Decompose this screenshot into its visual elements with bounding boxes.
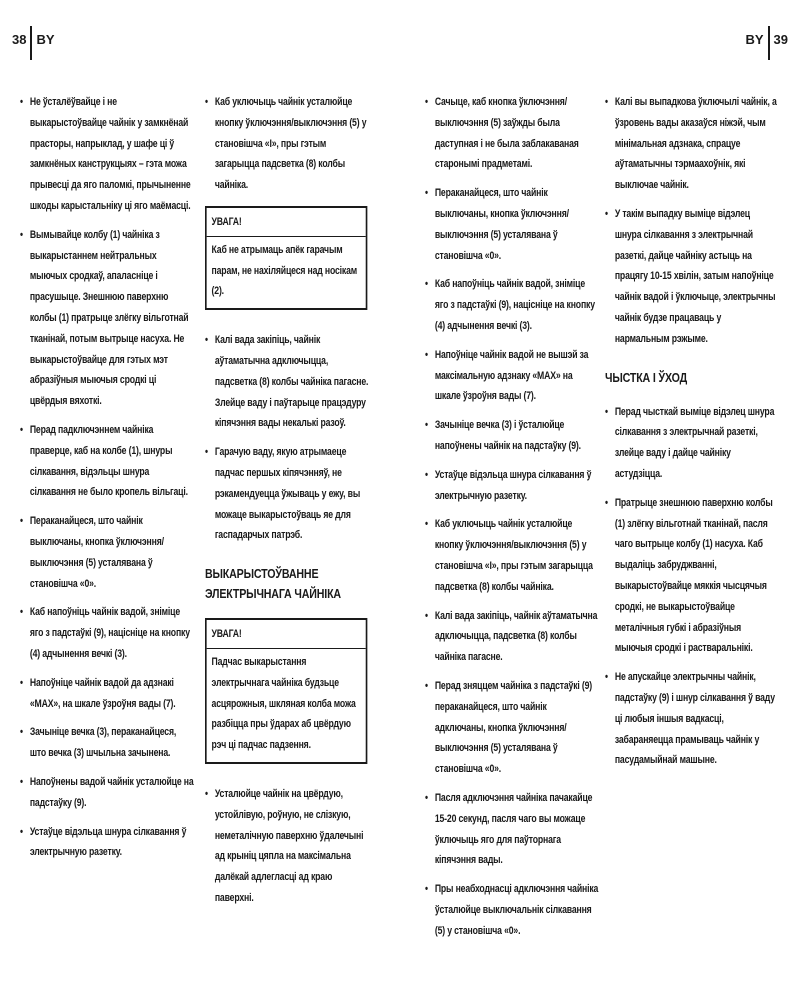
right-header-divider: [768, 26, 770, 60]
left-header-divider: [30, 26, 32, 60]
right-page-column-2: [605, 92, 777, 779]
list-item: • Зачыніце вечка (3) і ўсталюйце напоўнены чайнік на падстаўку (9).: [425, 415, 599, 457]
list-item: • Пераканайцеся, што чайнік выключаны, кнопка ўключэння/выключэння (5) усталявана ў становішча «0».: [425, 183, 599, 266]
bullet-list: [425, 92, 599, 941]
left-language-code: BY: [36, 32, 55, 47]
bullet-list: [605, 402, 777, 772]
list-item: • Калі вы выпадкова ўключылі чайнік, а ўзровень вады аказаўся ніжэй, чым мінімальная адзнака, спрацуе аўтаматычны тэрмаахоўнік, які выключае чайнік.: [605, 92, 777, 196]
warning-title: УВАГА!: [207, 620, 366, 649]
list-item: • Каб напоўніць чайнік вадой, зніміце яго з падстаўкі (9), націсніце на кнопку (4) адчынення вечкі (3).: [425, 274, 599, 336]
list-item: • Пасля адключэння чайніка пачакайце 15-20 секунд, пасля чаго вы можаце ўключыць яго для паўторнага кіпячэння вады.: [425, 788, 599, 871]
list-item: • Пры неабходнасці адключэння чайніка ўсталюйце выключальнік сілкавання (5) у становішча «0».: [425, 879, 599, 941]
left-page-column-1: [20, 92, 194, 871]
list-item: • Устаўце відэльца шнура сілкавання ў электрычную разетку.: [425, 465, 599, 507]
right-page-number-block: [745, 32, 788, 66]
list-item: • Усталюйце чайнік на цвёрдую, устойлівую, роўную, не слізкую, неметалічную паверхню ўдалечыні ад крыніц цяпла на максімальна далёкай адлегласці ад краю паверхні.: [205, 784, 372, 909]
section-heading-cleaning: ЧЫСТКА І ЎХОД: [605, 369, 688, 385]
list-item: • Устаўце відэльца шнура сілкавання ў электрычную разетку.: [20, 822, 194, 864]
list-item: • Напоўніце чайнік вадой да адзнакі «MAX», на шкале ўзроўня вады (7).: [20, 673, 194, 715]
list-item: • Сачыце, каб кнопка ўключэння/выключэння (5) заўжды была даступная і не была заблакаваная старонымі прадметамі.: [425, 92, 599, 175]
list-item: • Гарачую ваду, якую атрымаеце падчас першых кіпячэнняў, не рэкамендуецца ўжываць у ежу, вы можаце выкарыстоўваць яе для гаспадарчых патрэб.: [205, 442, 372, 546]
list-item: • Напоўнены вадой чайнік усталюйце на падстаўку (9).: [20, 772, 194, 814]
list-item: • Напоўніце чайнік вадой не вышэй за максімальную адзнаку «MAX» на шкале ўзроўня вады (7).: [425, 345, 599, 407]
list-item: • Зачыніце вечка (3), пераканайцеся, што вечка (3) шчыльна зачынена.: [20, 722, 194, 764]
bullet-list: [205, 92, 372, 196]
left-page-number: 38: [12, 32, 27, 47]
list-item: • Перад чысткай выміце відэлец шнура сілкавання з электрычнай разеткі, злейце ваду і дайце чайніку астудзіцца.: [605, 402, 777, 485]
right-page-column-1: [425, 92, 599, 949]
list-item: • У такім выпадку выміце відэлец шнура сілкавання з электрычнай разеткі, дайце чайніку астыць на працягу 10-15 хвілін, затым напоўніце чайнік вадой і ўключыце, электрычны чайнік будзе працаваць у нармальным рэжыме.: [605, 204, 777, 350]
bullet-list: [205, 784, 372, 909]
list-item: • Пераканайцеся, што чайнік выключаны, кнопка ўключэння/выключэння (5) усталявана ў становішча «0».: [20, 511, 194, 594]
warning-box: [205, 206, 367, 310]
list-item: • Каб уключыць чайнік усталюйце кнопку ўключэння/выключэння (5) у становішча «I», пры гэтым загарыцца падсветка (8) колбы чайніка.: [425, 514, 599, 597]
list-item: • Не апускайце электрычны чайнік, падстаўку (9) і шнур сілкавання ў ваду ці любыя іншыя вадкасці, забараняецца прамываць чайнік у пасудамыйнай машыне.: [605, 667, 777, 771]
warning-box: [205, 618, 367, 764]
warning-title: УВАГА!: [207, 208, 366, 237]
list-item: • Каб напоўніць чайнік вадой, зніміце яго з падстаўкі (9), націсніце на кнопку (4) адчынення вечкі (3).: [20, 602, 194, 664]
warning-text: Падчас выкарыстання электрычнага чайніка будзьце асцярожныя, шкляная колба можа разбіцца пры ўдарах аб цвёрдую рэч ці падчас падзення.: [211, 655, 356, 752]
list-item: • Не ўсталёўвайце і не выкарыстоўвайце чайнік у замкнёнай прасторы, напрыклад, у шафе ці ў замкнёных канструкцыях – гэта можа прывесці да яго паломкі, прычыненне шкоды карыстальніку ці яго маёмасці.: [20, 92, 194, 217]
bullet-list: [20, 92, 194, 863]
bullet-list: [605, 92, 777, 350]
section-heading-usage: ВЫКАРЫСТОЎВАННЕ ЭЛЕКТРЫЧНАГА ЧАЙНІКА: [205, 566, 341, 602]
list-item: • Перад зняццем чайніка з падстаўкі (9) пераканайцеся, што чайнік адключаны, кнопка ўключэння/выключэння (5) усталявана ў становішча «0».: [425, 676, 599, 780]
left-page-number-block: [12, 32, 55, 66]
warning-text: Каб не атрымаць апёк гарачым парам, не нахіляйцеся над носікам (2).: [211, 243, 358, 298]
right-language-code: BY: [745, 32, 764, 47]
bullet-list: [205, 330, 372, 546]
list-item: • Перад падключэннем чайніка праверце, каб на колбе (1), шнуры сілкавання, відэльцы шнура сілкавання не было кропель вільгаці.: [20, 420, 194, 503]
right-page-number: 39: [773, 32, 788, 47]
list-item: • Пратрыце знешнюю паверхню колбы (1) злёгку вільготнай тканінай, пасля чаго вытрыце колбу (1) насуха. Каб выдаліць забруджванні, выкарыстоўвайце мяккія чысцячыя сродкі, не выкарыстоўвайце металічныя губкі і абразіўныя мыючыя сродкі і растваральнікі.: [605, 493, 777, 659]
list-item: • Калі вада закіпіць, чайнік аўтаматычна адключыцца, падсветка (8) колбы чайніка пагасне. Злейце ваду і паўтарыце працэдуру кіпячэння вады некалькі разоў.: [205, 330, 372, 434]
list-item: • Калі вада закіпіць, чайнік аўтаматычна адключыцца, падсветка (8) колбы чайніка пагасне.: [425, 606, 599, 668]
list-item: • Вымывайце колбу (1) чайніка з выкарыстаннем нейтральных мыючых сродкаў, апаласніце і прасушыце. Знешнюю паверхню колбы (1) пратрыце злёгку вільготнай тканінай, потым вытрыце насуха. Не выкарыстоўвайце для гэтых мэт абразіўныя мыючыя сродкі ці цвёрдыя вяхоткі.: [20, 225, 194, 412]
left-page-column-2: [205, 92, 372, 917]
list-item: • Каб уключыць чайнік усталюйце кнопку ўключэння/выключэння (5) у становішча «I», пры гэтым загарыцца падсветка (8) колбы чайніка.: [205, 92, 372, 196]
